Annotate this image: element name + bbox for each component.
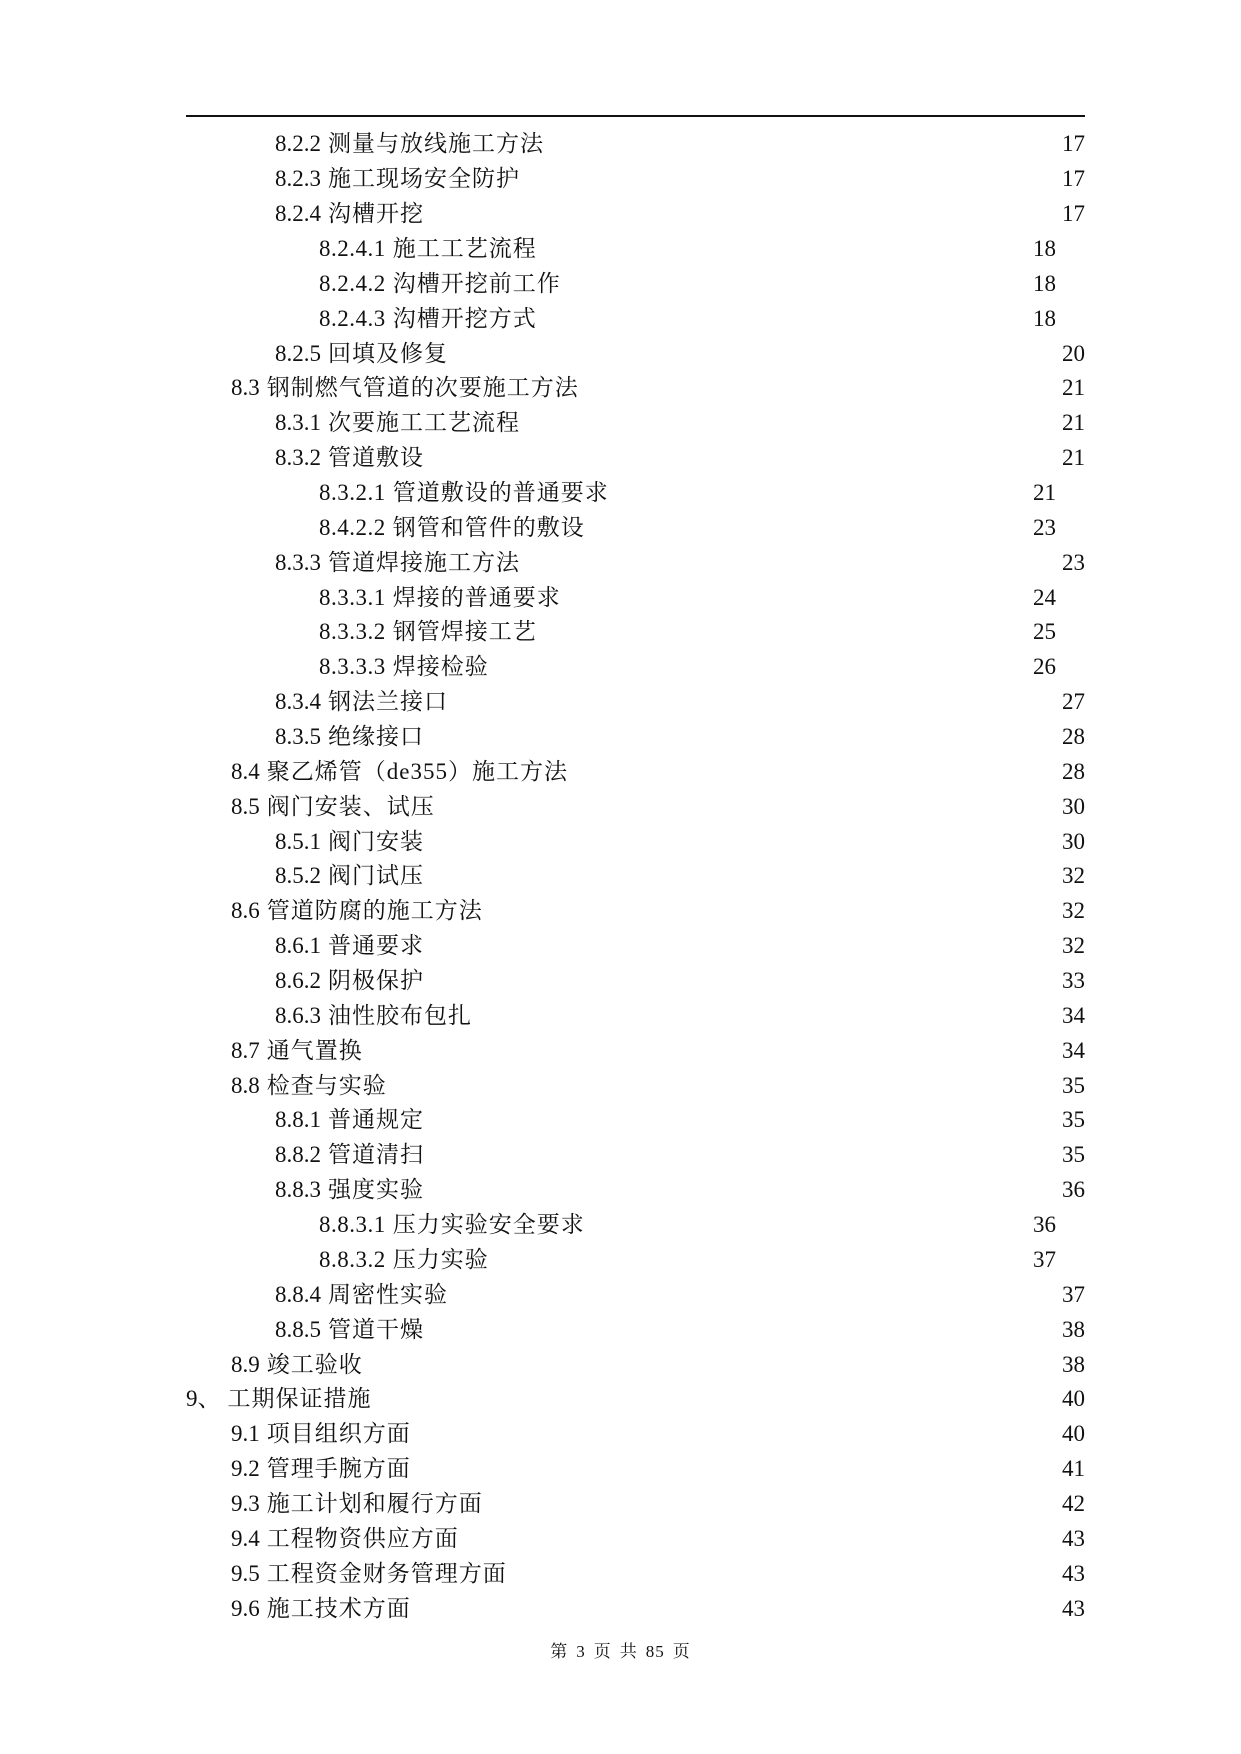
- toc-dot-leader: [417, 1419, 1059, 1449]
- toc-entry-number: 9.1: [231, 1421, 260, 1447]
- toc-entry-page: 42: [1062, 1490, 1085, 1516]
- toc-entry-number: 8.8.3.2: [319, 1246, 386, 1272]
- toc-dot-leader: [526, 164, 1059, 194]
- toc-entry-number: 8.2.4.2: [319, 270, 386, 296]
- toc-dot-leader: [526, 408, 1059, 438]
- toc-entry-title: 施工工艺流程: [392, 236, 537, 261]
- toc-entry-number: 8.8.4: [275, 1281, 321, 1307]
- toc-entry-number: 8.8.5: [275, 1316, 321, 1342]
- toc-entry[interactable]: [0, 1033, 1241, 1068]
- toc-dot-leader: [615, 478, 1030, 508]
- toc-entry-page: 26: [1033, 654, 1056, 680]
- toc-entry-title: 项目组织方面: [266, 1421, 411, 1447]
- table-of-contents: [0, 127, 1241, 1626]
- toc-entry-title: 沟槽开挖方式: [392, 305, 537, 331]
- toc-entry-page: 20: [1062, 340, 1085, 366]
- toc-entry-number: 8.6: [231, 898, 260, 924]
- toc-entry[interactable]: [0, 197, 1241, 232]
- toc-entry-number: 8.6.3: [275, 1002, 321, 1028]
- toc-entry-page: 36: [1062, 1177, 1085, 1203]
- toc-entry-page: 35: [1062, 1072, 1085, 1098]
- toc-entry[interactable]: [0, 754, 1241, 789]
- toc-entry-page: 17: [1062, 201, 1085, 227]
- toc-entry[interactable]: [0, 1243, 1241, 1278]
- toc-dot-leader: [567, 583, 1030, 613]
- toc-entry-number: 8.7: [231, 1037, 260, 1063]
- toc-entry-page: 32: [1062, 933, 1085, 959]
- toc-entry-number: 8.2.5: [275, 340, 321, 366]
- toc-entry-number: 8.8.3.1: [319, 1212, 386, 1238]
- page-footer: [0, 1637, 1241, 1662]
- toc-entry-page: 43: [1062, 1525, 1085, 1551]
- toc-entry-title: 钢制燃气管道的次要施工方法: [266, 375, 579, 401]
- toc-entry[interactable]: [0, 1487, 1241, 1522]
- toc-entry-title: 管道清扫: [328, 1142, 424, 1168]
- toc-entry[interactable]: [0, 301, 1241, 336]
- footer-current-page: 3: [576, 1642, 586, 1661]
- toc-entry[interactable]: [0, 615, 1241, 650]
- toc-entry-page: 32: [1062, 898, 1085, 924]
- toc-entry-title: 施工技术方面: [266, 1595, 411, 1621]
- toc-entry-page: 21: [1062, 445, 1085, 471]
- toc-entry[interactable]: [0, 441, 1241, 476]
- toc-entry[interactable]: [0, 545, 1241, 580]
- toc-entry-title: 压力实验安全要求: [392, 1212, 585, 1238]
- toc-dot-leader: [591, 1210, 1030, 1240]
- toc-entry-page: 30: [1062, 793, 1085, 819]
- toc-entry-number: 8.2.4.1: [319, 236, 386, 261]
- toc-entry-number: 8.8: [231, 1072, 260, 1098]
- toc-entry-title: 检查与实验: [266, 1072, 387, 1098]
- toc-entry[interactable]: [0, 1068, 1241, 1103]
- toc-entry-number: 8.2.4: [275, 201, 321, 227]
- toc-entry-title: 工程资金财务管理方面: [266, 1560, 507, 1586]
- toc-dot-leader: [441, 792, 1059, 822]
- toc-dot-leader: [430, 931, 1059, 961]
- toc-entry[interactable]: [0, 824, 1241, 859]
- toc-dot-leader: [465, 1524, 1059, 1554]
- footer-suffix: 页: [672, 1642, 691, 1661]
- toc-entry-number: 9.3: [231, 1490, 260, 1516]
- toc-entry-number: 8.9: [231, 1351, 260, 1377]
- toc-entry-title: 普通规定: [328, 1107, 424, 1133]
- toc-entry[interactable]: [0, 1312, 1241, 1347]
- toc-entry-number: 8.3.3.2: [319, 619, 386, 645]
- toc-entry-page: 23: [1033, 514, 1056, 540]
- toc-entry-number: 9.2: [231, 1456, 260, 1482]
- toc-entry[interactable]: [0, 1277, 1241, 1312]
- toc-entry-page: 43: [1062, 1595, 1085, 1621]
- header-rule: [186, 115, 1085, 117]
- toc-entry-number: 8.4: [231, 758, 260, 784]
- toc-entry-page: 41: [1062, 1456, 1085, 1482]
- toc-dot-leader: [550, 129, 1059, 159]
- toc-dot-leader: [369, 1350, 1059, 1380]
- toc-dot-leader: [574, 757, 1059, 787]
- toc-entry-number: 8.2.3: [275, 166, 321, 192]
- toc-entry-page: 17: [1062, 131, 1085, 157]
- toc-dot-leader: [430, 199, 1059, 229]
- toc-entry-page: 25: [1033, 619, 1056, 645]
- toc-entry-title: 压力实验: [392, 1246, 489, 1272]
- toc-dot-leader: [495, 652, 1030, 682]
- toc-entry-page: 35: [1062, 1107, 1085, 1133]
- toc-entry-title: 回填及修复: [328, 340, 448, 366]
- toc-entry-title: 焊接检验: [392, 654, 489, 680]
- toc-entry-title: 管理手腕方面: [266, 1456, 411, 1482]
- toc-entry-number: 8.5.1: [275, 828, 321, 854]
- toc-entry[interactable]: [0, 859, 1241, 894]
- toc-dot-leader: [430, 1105, 1059, 1135]
- toc-entry[interactable]: [0, 580, 1241, 615]
- toc-entry-title: 管道防腐的施工方法: [266, 898, 483, 924]
- toc-entry-page: 28: [1062, 724, 1085, 750]
- toc-entry-page: 18: [1033, 236, 1056, 261]
- toc-entry-number: 9、: [186, 1386, 221, 1412]
- toc-entry-title: 阀门试压: [328, 863, 424, 889]
- toc-entry-page: 37: [1033, 1246, 1056, 1272]
- toc-entry-title: 工期保证措施: [227, 1386, 372, 1412]
- toc-entry-title: 管道敷设: [328, 445, 424, 471]
- toc-entry-number: 8.4.2.2: [319, 514, 386, 540]
- toc-entry[interactable]: [0, 266, 1241, 301]
- toc-entry-title: 钢管焊接工艺: [392, 619, 537, 645]
- footer-prefix: 第: [550, 1642, 569, 1661]
- toc-entry-page: 21: [1033, 480, 1056, 506]
- toc-dot-leader: [543, 304, 1030, 334]
- toc-entry[interactable]: [0, 510, 1241, 545]
- toc-entry-page: 34: [1062, 1002, 1085, 1028]
- toc-dot-leader: [369, 1036, 1059, 1066]
- toc-entry[interactable]: [0, 998, 1241, 1033]
- toc-entry[interactable]: [0, 894, 1241, 929]
- toc-dot-leader: [430, 443, 1059, 473]
- footer-total-word: 共: [619, 1642, 638, 1661]
- toc-dot-leader: [454, 339, 1059, 369]
- toc-entry-page: 18: [1033, 270, 1056, 296]
- toc-dot-leader: [417, 1454, 1059, 1484]
- toc-entry-number: 8.8.3: [275, 1177, 321, 1203]
- toc-entry-title: 通气置换: [266, 1037, 363, 1063]
- toc-entry[interactable]: [0, 162, 1241, 197]
- toc-entry-page: 43: [1062, 1560, 1085, 1586]
- toc-entry-page: 33: [1062, 968, 1085, 994]
- toc-entry[interactable]: [0, 406, 1241, 441]
- toc-entry-number: 8.6.1: [275, 933, 321, 959]
- toc-dot-leader: [454, 687, 1059, 717]
- toc-entry[interactable]: [0, 476, 1241, 511]
- toc-entry-title: 强度实验: [328, 1177, 424, 1203]
- toc-entry[interactable]: [0, 1382, 1241, 1417]
- toc-entry-number: 8.2.2: [275, 131, 321, 157]
- toc-entry-number: 8.8.2: [275, 1142, 321, 1168]
- toc-entry[interactable]: [0, 1103, 1241, 1138]
- toc-entry-title: 施工计划和履行方面: [266, 1490, 483, 1516]
- toc-dot-leader: [489, 896, 1059, 926]
- toc-entry-page: 28: [1062, 758, 1085, 784]
- toc-entry-title: 管道焊接施工方法: [328, 549, 520, 575]
- toc-entry-page: 40: [1062, 1421, 1085, 1447]
- toc-dot-leader: [543, 617, 1030, 647]
- toc-entry-number: 8.8.1: [275, 1107, 321, 1133]
- toc-entry-title: 钢法兰接口: [328, 689, 448, 715]
- toc-dot-leader: [567, 269, 1030, 299]
- toc-entry-title: 测量与放线施工方法: [328, 131, 544, 157]
- toc-entry-title: 阴极保护: [328, 968, 424, 994]
- toc-entry-title: 次要施工工艺流程: [328, 410, 520, 436]
- toc-entry-title: 管道敷设的普通要求: [392, 480, 609, 506]
- toc-dot-leader: [495, 1245, 1030, 1275]
- toc-entry[interactable]: [0, 964, 1241, 999]
- toc-entry-title: 聚乙烯管（de355）施工方法: [266, 758, 568, 784]
- toc-entry-title: 油性胶布包扎: [328, 1002, 472, 1028]
- toc-dot-leader: [489, 1489, 1059, 1519]
- toc-entry-title: 绝缘接口: [328, 724, 424, 750]
- toc-entry-page: 32: [1062, 863, 1085, 889]
- toc-dot-leader: [430, 1140, 1059, 1170]
- toc-dot-leader: [526, 548, 1059, 578]
- toc-entry-title: 周密性实验: [328, 1281, 448, 1307]
- footer-page-word: 页: [593, 1642, 612, 1661]
- toc-entry[interactable]: [0, 336, 1241, 371]
- toc-dot-leader: [591, 513, 1030, 543]
- toc-dot-leader: [378, 1384, 1060, 1414]
- toc-dot-leader: [478, 1001, 1059, 1031]
- toc-entry[interactable]: [0, 650, 1241, 685]
- toc-entry[interactable]: [0, 1521, 1241, 1556]
- toc-entry[interactable]: [0, 371, 1241, 406]
- toc-entry-page: 21: [1062, 410, 1085, 436]
- toc-dot-leader: [585, 373, 1059, 403]
- toc-entry-title: 普通要求: [328, 933, 424, 959]
- toc-entry-number: 8.3: [231, 375, 260, 401]
- toc-entry-title: 管道干燥: [328, 1316, 424, 1342]
- toc-dot-leader: [454, 1280, 1059, 1310]
- toc-dot-leader: [430, 1175, 1059, 1205]
- toc-entry-page: 17: [1062, 166, 1085, 192]
- toc-entry-number: 9.5: [231, 1560, 260, 1586]
- toc-dot-leader: [543, 234, 1030, 264]
- toc-entry-page: 37: [1062, 1281, 1085, 1307]
- toc-entry-page: 21: [1062, 375, 1085, 401]
- toc-entry-number: 8.3.4: [275, 689, 321, 715]
- toc-entry-number: 8.3.5: [275, 724, 321, 750]
- toc-entry[interactable]: [0, 929, 1241, 964]
- toc-dot-leader: [393, 1071, 1059, 1101]
- toc-entry-page: 38: [1062, 1316, 1085, 1342]
- toc-entry-page: 35: [1062, 1142, 1085, 1168]
- toc-entry-number: 8.6.2: [275, 968, 321, 994]
- toc-entry-page: 34: [1062, 1037, 1085, 1063]
- toc-entry-number: 8.3.3.3: [319, 654, 386, 680]
- toc-entry-title: 竣工验收: [266, 1351, 363, 1377]
- toc-dot-leader: [417, 1594, 1059, 1624]
- toc-entry-title: 焊接的普通要求: [392, 584, 561, 610]
- toc-entry-title: 沟槽开挖: [328, 201, 424, 227]
- toc-entry-number: 8.3.2.1: [319, 480, 386, 506]
- toc-entry-number: 8.2.4.3: [319, 305, 386, 331]
- footer-total-pages: 85: [645, 1642, 665, 1661]
- toc-entry-page: 30: [1062, 828, 1085, 854]
- toc-entry-number: 8.3.3: [275, 549, 321, 575]
- toc-entry[interactable]: [0, 1452, 1241, 1487]
- toc-entry-title: 阀门安装: [328, 828, 424, 854]
- toc-dot-leader: [430, 966, 1059, 996]
- toc-entry-page: 18: [1033, 305, 1056, 331]
- toc-entry-number: 8.5: [231, 793, 260, 819]
- toc-entry[interactable]: [0, 685, 1241, 720]
- toc-entry-number: 8.3.2: [275, 445, 321, 471]
- toc-entry-page: 23: [1062, 549, 1085, 575]
- toc-entry[interactable]: [0, 720, 1241, 755]
- toc-entry-number: 8.5.2: [275, 863, 321, 889]
- toc-dot-leader: [430, 861, 1059, 891]
- toc-entry[interactable]: [0, 127, 1241, 162]
- toc-entry-title: 钢管和管件的敷设: [392, 514, 585, 540]
- toc-entry-number: 8.3.1: [275, 410, 321, 436]
- toc-dot-leader: [513, 1559, 1059, 1589]
- toc-entry-page: 36: [1033, 1212, 1056, 1238]
- toc-dot-leader: [430, 827, 1059, 857]
- toc-dot-leader: [430, 1315, 1059, 1345]
- toc-entry[interactable]: [0, 1591, 1241, 1626]
- toc-dot-leader: [430, 722, 1059, 752]
- toc-entry-title: 工程物资供应方面: [266, 1525, 459, 1551]
- toc-entry[interactable]: [0, 1417, 1241, 1452]
- toc-entry-page: 38: [1062, 1351, 1085, 1377]
- toc-entry-number: 9.4: [231, 1525, 260, 1551]
- toc-entry[interactable]: [0, 1347, 1241, 1382]
- toc-entry-page: 24: [1033, 584, 1056, 610]
- toc-entry[interactable]: [0, 789, 1241, 824]
- toc-entry[interactable]: [0, 1208, 1241, 1243]
- toc-entry-number: 9.6: [231, 1595, 260, 1621]
- toc-entry-page: 27: [1062, 689, 1085, 715]
- toc-entry-title: 沟槽开挖前工作: [392, 270, 561, 296]
- toc-entry[interactable]: [0, 232, 1241, 267]
- toc-entry[interactable]: [0, 1138, 1241, 1173]
- toc-entry[interactable]: [0, 1173, 1241, 1208]
- toc-entry-title: 施工现场安全防护: [328, 166, 520, 192]
- toc-entry-number: 8.3.3.1: [319, 584, 386, 610]
- toc-entry-page: 40: [1062, 1386, 1085, 1412]
- toc-entry[interactable]: [0, 1556, 1241, 1591]
- toc-entry-title: 阀门安装、试压: [266, 793, 435, 819]
